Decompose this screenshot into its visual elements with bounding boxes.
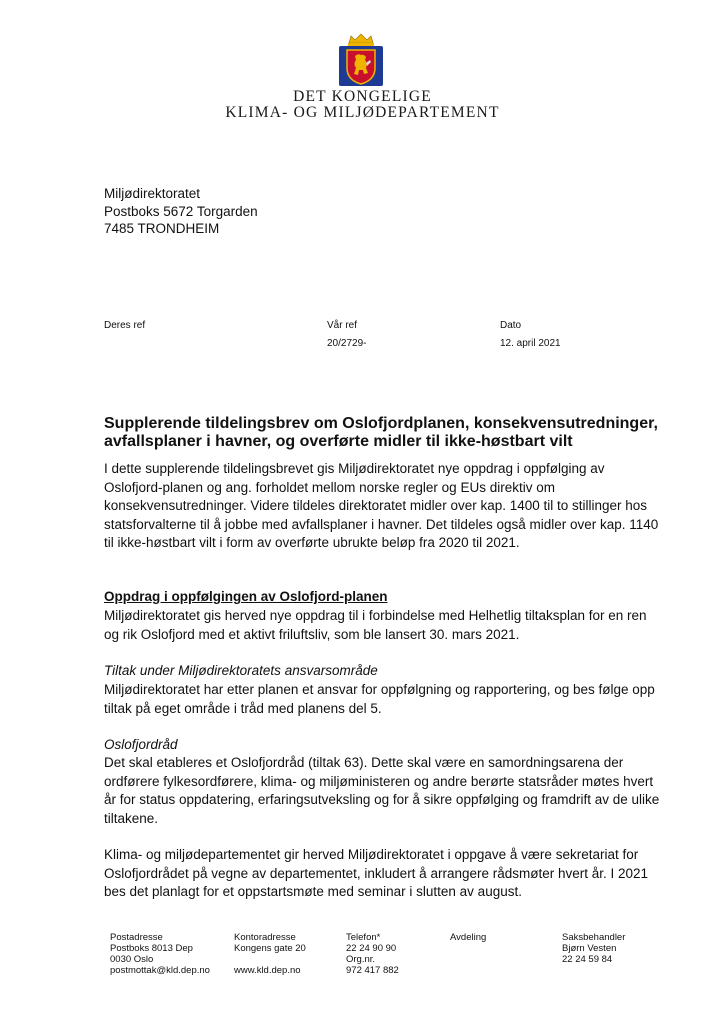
department-line-2: KLIMA- OG MILJØDEPARTEMENT — [225, 104, 500, 121]
dato-label: Dato — [500, 320, 522, 331]
footer-postadresse-postbox: Postboks 8013 Dep — [110, 943, 193, 954]
dato-value: 12. april 2021 — [500, 338, 561, 349]
recipient-name: Miljødirektoratet — [104, 186, 201, 201]
footer-website-link[interactable]: www.kld.dep.no — [234, 965, 301, 976]
recipient-postbox: Postboks 5672 Torgarden — [104, 203, 258, 219]
subheading-oslofjordrad: Oslofjordråd — [104, 737, 178, 752]
paragraph-oslofjordrad: Det skal etableres et Oslofjordråd (tiltak 63). Dette skal være en samordningsarena der ordførere fylkesordførere, klima- og miljøministeren og andre berørte statsråder møtes hvert år for status oppdatering, erfaringsutveksling og for å sikre oppfølging og framdrift av de ulike tiltakene. — [104, 755, 660, 826]
department-line-1: DET KONGELIGE — [293, 88, 432, 105]
footer-orgnr-label: Org.nr. — [346, 954, 376, 965]
footer-saksbehandler-phone: 22 24 59 84 — [562, 954, 613, 965]
recipient-address — [104, 185, 258, 238]
footer-telefon — [346, 932, 399, 976]
footer-email-link[interactable]: postmottak@kld.dep.no — [110, 965, 210, 976]
footer-kontoradresse — [234, 932, 306, 976]
var-ref-value: 20/2729- — [327, 338, 367, 349]
section-paragraph-oslofjord: Miljødirektoratet gis herved nye oppdrag til i forbindelse med Helhetlig tiltaksplan for en ren og rik Oslofjord med et aktivt friluftsliv, som ble lansert 30. mars 2021. — [104, 608, 647, 642]
footer-telefon-number: 22 24 90 90 — [346, 943, 397, 954]
footer-saksbehandler-label: Saksbehandler — [562, 932, 626, 943]
footer-kontoradresse-blank — [234, 954, 306, 965]
footer-kontoradresse-street: Kongens gate 20 — [234, 943, 306, 954]
section-heading-oslofjord: Oppdrag i oppfølgingen av Oslofjord-planen — [104, 589, 388, 604]
footer-saksbehandler — [562, 932, 625, 965]
footer-postadresse-city: 0030 Oslo — [110, 954, 154, 965]
footer-postadresse — [110, 932, 210, 976]
deres-ref-label: Deres ref — [104, 320, 146, 331]
footer-postadresse-label: Postadresse — [110, 932, 163, 943]
closing-paragraph: Klima- og miljødepartementet gir herved Miljødirektoratet i oppgave å være sekretariat for Oslofjordrådet på vegne av departementet, inkludert å arrangere rådsmøter hvert år. I 2021 bes det planlagt for et oppstartsmøte med seminar i slutten av august. — [104, 847, 649, 899]
coat-of-arms-icon — [336, 33, 386, 87]
footer-saksbehandler-name: Bjørn Vesten — [562, 943, 617, 954]
letter-title: Supplerende tildelingsbrev om Oslofjordplanen, konsekvensutredninger, avfallsplaner i havner, og overførte midler til ikke-høstbart vilt — [104, 415, 658, 450]
footer-kontoradresse-label: Kontoradresse — [234, 932, 296, 943]
footer-avdeling — [450, 932, 486, 943]
var-ref-label: Vår ref — [327, 320, 358, 331]
footer-telefon-label: Telefon* — [346, 932, 381, 943]
subheading-tiltak: Tiltak under Miljødirektoratets ansvarsområde — [104, 663, 378, 678]
footer-avdeling-label: Avdeling — [450, 932, 487, 943]
intro-paragraph: I dette supplerende tildelingsbrevet gis Miljødirektoratet nye oppdrag i oppfølging av Oslofjord-planen og ang. forholdet mellom norske regler og EUs direktiv om konsekvensutredninger. Videre tildeles direktoratet midler over kap. 1400 til to stillinger hos statsforvalterne til å jobbe med avfallsplaner i havner. Det tildeles også midler over kap. 1140 til ikke-høstbart vilt i form av overførte ubrukte beløp fra 2020 til 2021. — [104, 461, 659, 550]
paragraph-tiltak: Miljødirektoratet har etter planen et ansvar for oppfølgning og rapportering, og bes følge opp tiltak på eget område i tråd med planens del 5. — [104, 682, 655, 716]
footer-orgnr-value: 972 417 882 — [346, 965, 399, 976]
recipient-city: 7485 TRONDHEIM — [104, 221, 220, 236]
